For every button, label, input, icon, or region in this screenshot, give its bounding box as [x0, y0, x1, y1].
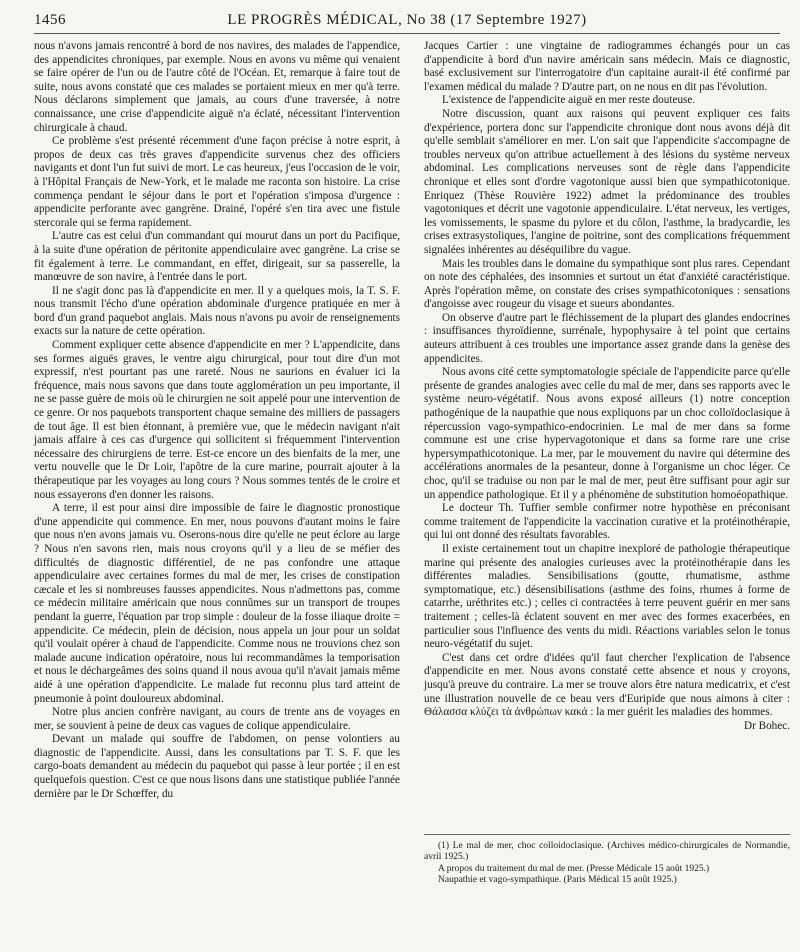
- footnotes: [424, 834, 790, 887]
- footnote: A propos du traitement du mal de mer. (Presse Médicale 15 août 1925.): [438, 863, 710, 874]
- paragraph: C'est dans cet ordre d'idées qu'il faut chercher l'explication de l'absence d'appendicite en mer. Nous avons constaté cette absence et nous y croyons, jusqu'à preuve du contraire. La mer se trouve alors être natura medicatrix, et c'est une illustration nouvelle de ce beau vers d'Euripide que nous aimons à citer : Θάλασσα κλύζει τὰ ἀνθρώπων κακά : la mer guérit les maladies des hommes.: [424, 651, 790, 719]
- left-column: [34, 40, 400, 801]
- paragraph: L'existence de l'appendicite aiguë en mer reste douteuse.: [442, 94, 696, 107]
- paragraph: L'autre cas est celui d'un commandant qui mourut dans un port du Pacifique, à la suite d'une opération de péritonite appendiculaire avec gangrène. La crise se fit également à terre. Le commandant, en effet, dirigeait, sur sa passerelle, la manœuvre de son navire, à l'entrée dans le port.: [34, 230, 400, 284]
- paragraph: Devant un malade qui souffre de l'abdomen, on pense volontiers au diagnostic de l'appendicite. Aussi, dans les consultations par T. S. F. que les cargo-boats demandent au médecin du paquebot qui passe à leur portée ; il en est quelquefois question. C'est ce que nous lisons dans une statistique publiée l'année dernière par le Dr Schœffer, du: [34, 733, 400, 800]
- paragraph: On observe d'autre part le fléchissement de la plupart des glandes endocrines : insuffisances thyroïdienne, surrénale, hypophysaire à tel point que certains auteurs attribuent à ces troubles une importance assez grande dans la genèse des appendicites.: [424, 311, 790, 365]
- paragraph: Nous avons cité cette symptomatologie spéciale de l'appendicite parce qu'elle présente de grandes analogies avec celle du mal de mer, dans ses rapports avec le système neuro-végétatif. Nous avons exposé ailleurs (1) notre conception pathogénique de la naupathie que nous expliquons par un choc colloïdoclasique à répercussion vago-sympathico-endocrinien. Le mal de mer dans sa forme commune est une crise hypervagotonique et dans sa forme rare une crise hypersympathicotonique. La mer, par le mouvement du navire qui détermine des accélérations anormales de la pesanteur, donne à l'organisme un choc léger. Ce choc, qu'il se traduise ou non par le mal de mer, peut être suffisant pour agir sur un appendice pathologique. Et il y a phénomène de substitution homoéopathique.: [424, 366, 790, 501]
- paragraph: Comment expliquer cette absence d'appendicite en mer ? L'appendicite, dans ses formes aiguës graves, le ventre aigu chirurgical, pour tout dire d'un mot expressif, n'est pourtant pas une rareté. Nous ne saurions en évaluer ici la fréquence, mais nous savons que dans toute agglomération un peu importante, il ne se passe guère de mois où le chirurgien ne soit appelé pour une intervention de ce genre. Or nos paquebots transportent chaque semaine des milliers de passagers de tout âge. Il est bien étonnant, à première vue, que le médecin navigant n'ait jamais affaire à ces cas d'urgence qui sollicitent si fréquemment l'intervention nécessaire des chirurgiens de terre. Est-ce encore un des bienfaits de la mer, une vertu nouvelle que le Dr Loir, l'apôtre de la cure marine, pourrait ajouter à la thérapeutique par les voyages au long cours ? Nous sommes tentés de le croire et nous essayerons d'en donner les raisons.: [34, 339, 400, 501]
- paragraph: Mais les troubles dans le domaine du sympathique sont plus rares. Cependant on note des céphalées, des insomnies et surtout un état d'anxiété caractéristique. Après l'opération même, on constate des crises sympathicotoniques : sensations d'angoisse avec rougeur du visage et sueurs abondantes.: [424, 257, 790, 311]
- right-column: [424, 40, 790, 733]
- author-signature: Dr Bohec.: [744, 719, 790, 732]
- footnote: (1) Le mal de mer, choc colloidoclasique. (Archives médico-chirurgicales de Normandie, avril 1925.): [424, 841, 790, 863]
- header-rule: [34, 33, 780, 34]
- page-number: 1456: [34, 12, 66, 28]
- paragraph: Il existe certainement tout un chapitre inexploré de pathologie thérapeutique marine qui présente des analogies curieuses avec la protéinothérapie dans les différentes maladies. Sensibilisations (goutte, rhumatisme, asthme symptomatique, etc.) désensibilisations (asthme des foins, rhumes à forme de catarrhe, uréthrites etc.) ; celles ci contractées à terre peuvent guérir en mer sans traitement ; celles-là éclatent souvent en mer avec des formes exacerbées, en particulier sous l'influence des vents du midi. Réactions variables selon le tonus neuro-végétatif du sujet.: [424, 542, 790, 651]
- paragraph: A terre, il est pour ainsi dire impossible de faire le diagnostic pronostique d'une appendicite qui commence. En mer, nous pouvons d'autant moins le faire que nous n'en avons jamais vu. Oserons-nous dire qu'elle ne peut éclore au large ? Nous n'en savons rien, mais nous croyons qu'il y a lieu de se méfier des difficultés de diagnostic différentiel, de ne pas confondre une attaque appendiculaire avec certaines formes du mal de mer, les crises de constipation cæcale et les si nombreuses fausses appendicites. Nous n'admettons pas, comme ce médecin militaire américain que nous connûmes sur un transport de troupes pendant la guerre, l'équation par trop simple : douleur de la fosse iliaque droite = appendicite. Ce médecin, plein de décision, nous appela un jour pour un soldat qu'il voulait opérer à chaud de l'appendicite. Comme nous ne trouvions chez son malade aucune indication opératoire, nous lui recommandâmes la temporisation et nous le déchargeâmes des soins quand il nous avoua qu'il n'avait jamais même aidé à une opération d'appendicite. Le malade fut reconnu plus tard atteint de pneumonie à point douloureux abdominal.: [34, 502, 400, 705]
- paragraph: nous n'avons jamais rencontré à bord de nos navires, des malades de l'appendice, des appendicites chroniques, par exemple. Nous en avons vu même qui venaient se faire opérer de l'un ou de l'autre côté de l'Océan. Et, remarque à faire tout de suite, nous avons constaté que ces malades se portaient mieux en mer qu'à terre. Nous déclarons simplement que jamais, au cours d'une traversée, à notre connaissance, une crise d'appendicite aiguë n'a éclaté, nécessitant l'intervention chirurgicale à chaud.: [34, 40, 400, 134]
- footnote: Naupathie et vago-sympathique. (Paris Médical 15 août 1925.): [438, 875, 677, 886]
- paragraph: Notre plus ancien confrère navigant, au cours de trente ans de voyages en mer, se souvient à peine de deux cas vagues de colique appendiculaire.: [34, 706, 400, 732]
- paragraph: Ce problème s'est présenté récemment d'une façon précise à notre esprit, à propos de deux cas très graves d'appendicite survenus chez des officiers navigants et dont l'un fut suivi de mort. Le cas heureux, j'eus l'occasion de le voir, à l'Hôpital Français de New-York, et le malade me raconta son histoire. La crise commença pendant le séjour dans le port et l'opération s'imposa d'urgence : appendicite perforante avec gangrène. Drainé, l'opéré s'en tira avec une fistule stercorale qui se ferma rapidement.: [34, 135, 400, 229]
- paragraph: Il ne s'agit donc pas là d'appendicite en mer. Il y a quelques mois, la T. S. F. nous transmit l'écho d'une opération abdominale d'urgence pratiquée en mer à bord d'un grand paquebot anglais. Mais nous n'avons pu avoir de renseignements exacts sur la nature de cette opération.: [34, 284, 400, 338]
- paragraph: Le docteur Th. Tuffier semble confirmer notre hypothèse en préconisant comme traitement de l'appendicite la vaccination curative et la protéinothérapie, qui lui ont donné des résultats favorables.: [424, 502, 790, 542]
- paragraph: Notre discussion, quant aux raisons qui peuvent expliquer ces faits d'expérience, portera donc sur l'appendicite chronique dont nous avons déjà dit qu'elle semblait s'améliorer en mer. L'on sait que l'appendicite s'accompagne de troubles nerveux qu'on attribue actuellement à des lésions du système nerveux abdominal. Les complications nerveuses sont de règle dans l'appendicite chronique et elles sont d'ordre vagotonique aussi bien que sympathicotonique. Enriquez (Thèse Rouvière 1922) admet la prédominance des troubles vagotoniques et décrit une vagotonie appendiculaire. L'état nerveux, les vertiges, les vomissements, le spasme du pylore et du côlon, l'asthme, la bradycardie, les crises extrasystoliques, l'angine de poitrine, sont des complications fréquemment signalées inhérentes au déséquilibre du vague.: [424, 107, 790, 256]
- journal-title: LE PROGRÈS MÉDICAL, No 38 (17 Septembre 1927): [227, 12, 587, 28]
- paragraph: Jacques Cartier : une vingtaine de radiogrammes échangés pour un cas d'appendicite à bord d'un navire américain sans médecin. Mais ce diagnostic, basé exclusivement sur l'interrogatoire d'un capitaine aurait-il été confirmé par l'examen médical du malade ? D'autre part, on ne nous en dit pas l'évolution.: [424, 40, 790, 93]
- page-header: [34, 6, 780, 32]
